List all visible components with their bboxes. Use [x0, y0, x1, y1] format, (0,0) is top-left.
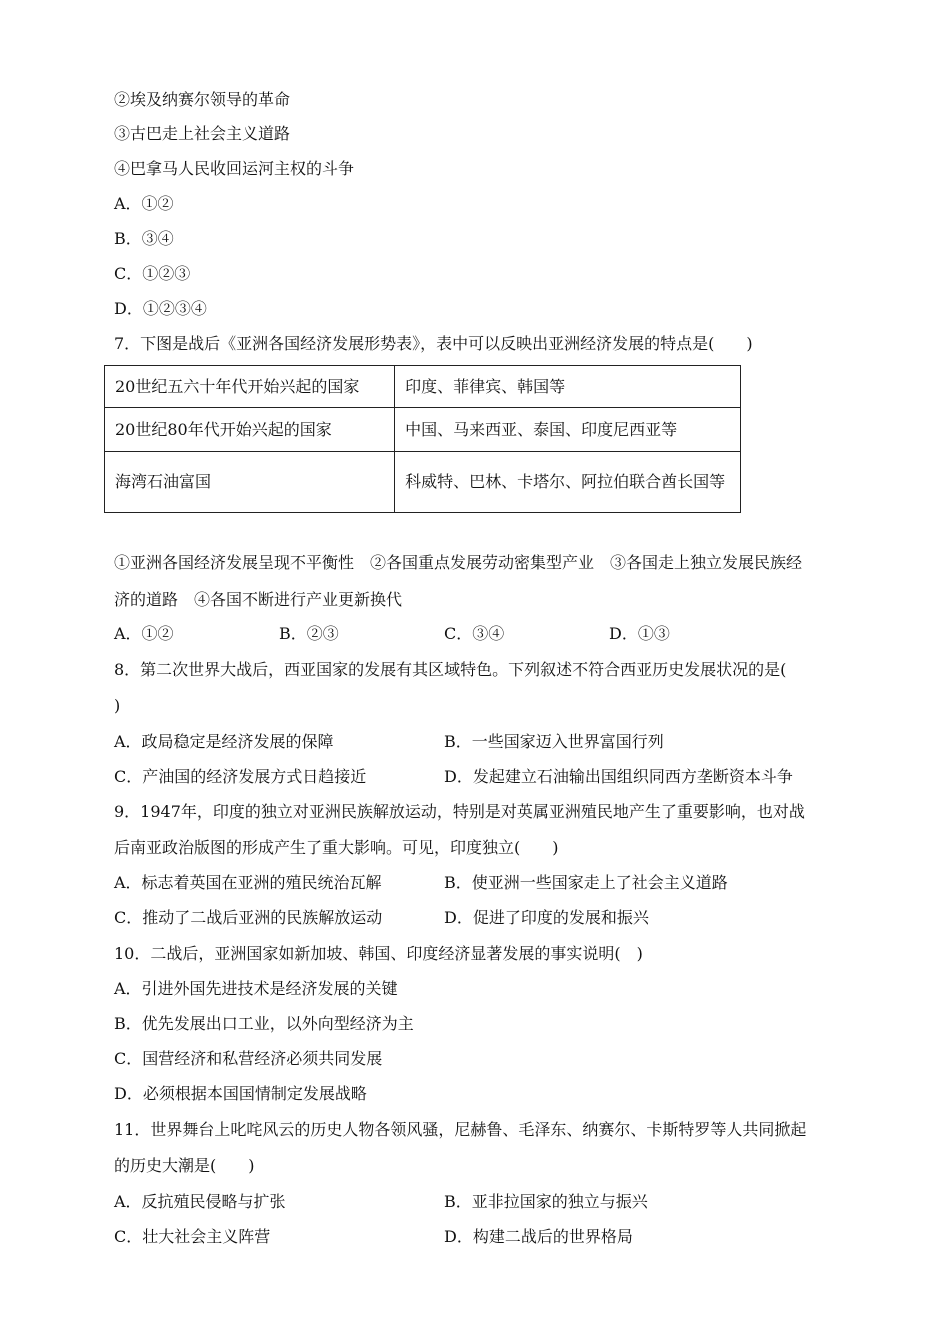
q10-stem: 10．二战后，亚洲国家如新加坡、韩国、印度经济显著发展的事实说明( )	[114, 944, 643, 963]
q6-option-c: C．①②③	[114, 264, 191, 283]
q7-statements-line1: ①亚洲各国经济发展呈现不平衡性 ②各国重点发展劳动密集型产业 ③各国走上独立发展民族经	[114, 553, 803, 572]
q9-option-a: A．标志着英国在亚洲的殖民统治瓦解	[114, 873, 382, 892]
q7-statements-line2: 济的道路 ④各国不断进行产业更新换代	[114, 590, 403, 609]
q6-item-2: ②埃及纳赛尔领导的革命	[114, 90, 291, 109]
table-cell: 海湾石油富国	[105, 452, 395, 513]
q8-option-c: C．产油国的经济发展方式日趋接近	[114, 767, 367, 786]
table-row	[105, 452, 741, 513]
q8-stem-line2: )	[114, 696, 121, 715]
q7-option-a: A．①②	[114, 624, 174, 643]
q6-option-a: A．①②	[114, 194, 174, 213]
q7-stem: 7．下图是战后《亚洲各国经济发展形势表》，表中可以反映出亚洲经济发展的特点是( )	[114, 334, 753, 353]
q10-option-d: D．必须根据本国国情制定发展战略	[114, 1084, 367, 1103]
q7-option-c: C．③④	[444, 624, 505, 643]
q10-option-b: B．优先发展出口工业，以外向型经济为主	[114, 1014, 414, 1033]
q10-option-a: A．引进外国先进技术是经济发展的关键	[114, 979, 398, 998]
q6-item-3: ③古巴走上社会主义道路	[114, 124, 291, 143]
q9-stem-line2: 后南亚政治版图的形成产生了重大影响。可见，印度独立( )	[114, 838, 559, 857]
q6-option-d: D．①②③④	[114, 299, 207, 318]
q11-option-d: D．构建二战后的世界格局	[444, 1227, 633, 1246]
q9-option-c: C．推动了二战后亚洲的民族解放运动	[114, 908, 383, 927]
table-cell: 中国、马来西亚、泰国、印度尼西亚等	[395, 408, 741, 452]
q9-option-d: D．促进了印度的发展和振兴	[444, 908, 649, 927]
q7-option-b: B．②③	[279, 624, 339, 643]
q8-option-a: A．政局稳定是经济发展的保障	[114, 732, 334, 751]
q8-option-d: D．发起建立石油输出国组织同西方垄断资本斗争	[444, 767, 793, 786]
q11-option-b: B．亚非拉国家的独立与振兴	[444, 1192, 648, 1211]
q10-option-c: C．国营经济和私营经济必须共同发展	[114, 1049, 383, 1068]
table-cell: 20世纪五六十年代开始兴起的国家	[105, 366, 395, 408]
q11-option-a: A．反抗殖民侵略与扩张	[114, 1192, 286, 1211]
q9-stem-line1: 9．1947年，印度的独立对亚洲民族解放运动，特别是对英属亚洲殖民地产生了重要影响，也对战	[114, 802, 805, 821]
q6-option-b: B．③④	[114, 229, 174, 248]
q8-stem-line1: 8．第二次世界大战后，西亚国家的发展有其区域特色。下列叙述不符合西亚历史发展状况的是(	[114, 660, 787, 679]
q11-stem-line1: 11．世界舞台上叱咤风云的历史人物各领风骚，尼赫鲁、毛泽东、纳赛尔、卡斯特罗等人共同掀起	[114, 1120, 807, 1139]
table-row	[105, 408, 741, 452]
q6-item-4: ④巴拿马人民收回运河主权的斗争	[114, 159, 355, 178]
q11-option-c: C．壮大社会主义阵营	[114, 1227, 271, 1246]
table-cell: 印度、菲律宾、韩国等	[395, 366, 741, 408]
asia-economy-table	[104, 365, 741, 513]
table-row	[105, 366, 741, 408]
q11-stem-line2: 的历史大潮是( )	[114, 1156, 255, 1175]
q7-option-d: D．①③	[609, 624, 670, 643]
table-cell: 科威特、巴林、卡塔尔、阿拉伯联合酋长国等	[395, 452, 741, 513]
table-cell: 20世纪80年代开始兴起的国家	[105, 408, 395, 452]
q8-option-b: B．一些国家迈入世界富国行列	[444, 732, 664, 751]
q9-option-b: B．使亚洲一些国家走上了社会主义道路	[444, 873, 728, 892]
